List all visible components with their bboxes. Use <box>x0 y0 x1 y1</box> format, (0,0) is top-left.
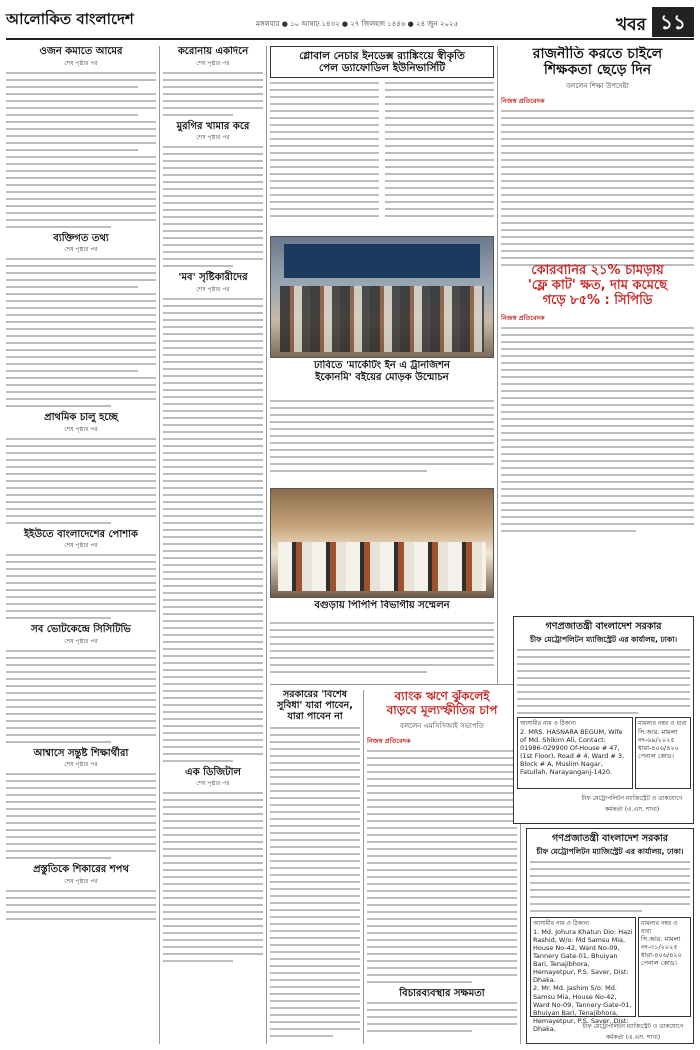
headline-special-line3: যারা পাবেন না <box>287 710 343 722</box>
headline-personal-info: ব্যক্তিগত তথ্য <box>53 232 109 244</box>
headline-special-line1: সরকারের 'বিশেষ <box>282 690 348 700</box>
special-facilities-story <box>270 690 360 1044</box>
caption-bogura: বগুড়ায় পিপিপি বিভাগীয় সম্মেলন <box>314 600 450 611</box>
article-body <box>270 727 360 1037</box>
continued-label: শেষ পৃষ্ঠার পর <box>64 542 98 549</box>
article-body <box>367 1002 517 1032</box>
page-number: ১১ <box>652 7 694 37</box>
caption-book-launch-line1: ঢাবিতে 'মার্কেটিং ইন এ ট্রানজিশন <box>313 360 450 371</box>
bogura-conference-photo <box>270 488 494 598</box>
photo-caption-1 <box>270 360 494 400</box>
continued-label: শেষ পৃষ্ঠার পর <box>64 761 98 768</box>
case-text: সি.আর. মামলা নং-৩১/২০২৫ ধারা-৪০৬/৪২০ পেনাল কোড। <box>641 935 682 968</box>
accused-label: আসামীর নাম ও ঠিকানা <box>533 920 590 927</box>
continued-label: শেষ পৃষ্ঠার পর <box>64 425 98 433</box>
masthead <box>6 4 694 40</box>
headline-box <box>270 46 494 78</box>
article-body <box>6 438 156 524</box>
headline-daffodil-line2: পেল ড্যাফোডিল ইউনিভার্সিটি <box>318 62 446 75</box>
headline-cctv: সব ভোটকেন্দ্রে সিসিটিভি <box>31 624 131 635</box>
byline: নিজস্ব প্রতিবেদক <box>501 313 545 322</box>
case-text: সি.আর. মামলা নং-৬৯/২০২৫ ধারা-৪০৬/৪২০ পেনাল কোড। <box>638 727 679 760</box>
article-body <box>501 327 694 532</box>
article-body <box>6 258 156 407</box>
section-name: খবর <box>616 15 646 35</box>
article-body <box>6 554 156 619</box>
headline-weight-loss: ওজন কমাতে আমের <box>39 46 123 57</box>
case-details <box>638 917 691 1017</box>
accused-text: 2. MRS. HASNARA BEGUM, Wife of Md. Shikim Ali, Contact: 01986-029900 Of-House # 47, (1st Floor), Road # 4, Ward # 3, Block # A, Muslim Nagar, Fatullah, Narayanganj-1420. <box>520 727 625 777</box>
column-divider <box>363 690 364 1044</box>
bogura-article <box>270 622 494 682</box>
center-top-story <box>270 46 494 236</box>
article-body <box>385 82 494 222</box>
notice-signature: চীফ মেট্রোপলিটন ম্যাজিস্ট্রেট ও ডাকযোগে কর্মকর্তা (এ.এস. শাখা) <box>581 795 683 813</box>
case-details <box>635 717 691 789</box>
headline-oath: প্রস্তুতিকে শিকারের শপথ <box>33 864 129 875</box>
newspaper-logo: আলোকিত বাংলাদেশ <box>6 10 134 28</box>
headline-poultry: মুরগির খামার করে <box>176 120 250 132</box>
headline-leather-line1: কোরবানির ২১% চামড়ায় <box>531 264 664 278</box>
column-2 <box>163 46 263 1044</box>
notice-title: গণপ্রজাতন্ত্রী বাংলাদেশ সরকার <box>545 621 662 632</box>
headline-corona: করোনায় একদিনে <box>177 46 249 57</box>
article-body <box>6 72 156 228</box>
continued-label: শেষ পৃষ্ঠার পর <box>64 877 98 885</box>
article-body <box>367 750 517 983</box>
subheadline-bank-loan: বললেন এমসিসিআই সভাপতি <box>400 721 484 730</box>
accused-details <box>517 717 633 789</box>
continued-label: শেষ পৃষ্ঠার পর <box>64 637 98 645</box>
article-body <box>6 890 156 920</box>
article-body <box>501 110 694 266</box>
right-top-story <box>501 46 694 266</box>
court-notice-2 <box>526 828 694 1044</box>
leather-story <box>501 264 694 534</box>
article-body <box>270 400 494 472</box>
headline-leather-line2: 'ফ্লে কাট' ক্ষত, দাম কমেছে <box>527 277 668 293</box>
headline-bank-loan-line2: বাড়বে মূল্যস্ফীতির চাপ <box>386 702 498 717</box>
article-body <box>163 146 263 267</box>
headline-eu-garments: ইইউতে বাংলাদেশের পোশাক <box>23 528 139 540</box>
bank-loan-story <box>367 690 517 1044</box>
byline: নিজস্ব প্রতিবেদক <box>367 736 411 745</box>
headline-bank-loan-line1: ব্যাংক ঋণে ঝুঁকলেই <box>394 690 490 703</box>
article-body <box>163 792 263 962</box>
continued-label: শেষ পৃষ্ঠার পর <box>196 134 230 141</box>
article-body <box>6 650 156 743</box>
accused-label: আসামীর নাম ও ঠিকানা <box>520 720 577 727</box>
byline: নিজস্ব প্রতিবেদক <box>501 97 545 106</box>
notice-body <box>530 861 690 912</box>
notice-subtitle: চীফ মেট্রোপলিটন ম্যাজিস্ট্রেট এর কার্যালয়, ঢাকা। <box>536 847 684 856</box>
article-body <box>163 72 263 116</box>
continued-label: শেষ পৃষ্ঠার পর <box>196 780 230 787</box>
continued-label: শেষ পৃষ্ঠার পর <box>196 285 230 293</box>
continued-label: শেষ পৃষ্ঠার পর <box>64 246 98 253</box>
article-body <box>270 622 494 673</box>
notice-body <box>517 649 690 714</box>
column-divider <box>266 46 267 1044</box>
headline-politics-line1: রাজনীতি করতে চাইলে <box>532 46 663 62</box>
photo-caption-2 <box>270 600 494 620</box>
headline-digital: এক ডিজিটাল <box>185 766 241 778</box>
notice-signature: চীফ মেট্রোপলিটন ম্যাজিস্ট্রেট ও ডাকযোগে কর্মকর্তা (এ.এস. শাখা) <box>582 1023 684 1041</box>
case-label: মামলার নম্বর ও ধারা <box>641 920 678 935</box>
notice-title: গণপ্রজাতন্ত্রী বাংলাদেশ সরকার <box>552 833 668 844</box>
headline-mob: 'মব' সৃষ্টিকারীদের <box>178 272 248 283</box>
headline-primary-school: প্রাথমিক চালু হচ্ছে <box>44 412 118 423</box>
column-1 <box>6 46 156 1044</box>
article-body <box>163 298 263 762</box>
accused-text-2: 2. Mr. Md. Jashim S/o: Md. Samsu Mia, House No-42, Ward No-09, Tannery Gate-01, Bhuiyan Bari, Tenajibhora, Hemayetpur, P.S. Saver, Dist: Dhaka. <box>533 984 632 1033</box>
headline-students: আশ্বাসে সন্তুষ্ট শিক্ষার্থীরা <box>33 747 129 759</box>
headline-politics-line2: শিক্ষকতা ছেড়ে দিন <box>543 62 652 79</box>
subheadline-politics: বললেন শিক্ষা উপদেষ্টা <box>566 82 629 91</box>
article-body <box>270 82 379 222</box>
headline-daffodil-line1: গ্লোবাল নেচার ইনডেক্স র‍্যাঙ্কিংয়ে স্বীকৃতি <box>299 50 465 62</box>
notice-subtitle: চীফ মেট্রোপলিটন ম্যাজিস্ট্রেট এর কার্যালয়, ঢাকা। <box>529 635 678 644</box>
book-launch-photo <box>270 236 494 358</box>
case-label: মামলার নম্বর ও ধারা <box>638 720 687 727</box>
caption-book-launch-line2: ইকোনমি' বইয়ের মোড়ক উন্মোচন <box>315 371 449 383</box>
accused-details <box>530 917 636 1033</box>
headline-leather-line3: গড়ে ৮৫% : সিপিডি <box>542 292 653 308</box>
column-divider <box>159 46 160 1044</box>
court-notice-1 <box>513 616 694 824</box>
column-divider <box>497 46 498 684</box>
continued-label: শেষ পৃষ্ঠার পর <box>64 59 98 67</box>
continued-label: শেষ পৃষ্ঠার পর <box>196 59 230 67</box>
book-launch-article <box>270 400 494 488</box>
article-body <box>6 773 156 859</box>
headline-special-line2: সুবিধা' যারা পাবেন, <box>277 699 353 711</box>
headline-judiciary: বিচারব্যবস্থার সক্ষমতা <box>399 987 485 999</box>
dateline: মঙ্গলবার ● ১০ আষাঢ় ১৪৩২ ● ২৭ জিলহজ ১৪৪৬ ● ২৪ জুন ২০২৫ <box>256 20 459 28</box>
accused-text-1: 1. Md. Johura Khatun Dio: Hazi Rashid, W/o: Md Samsu Mia, House No-42, Ward No-09, Tannery Gate-01, Bhuiyan Bari, Tenajibhora, Hemayetpur, P.S. Saver, Dist: Dhaka. <box>533 927 633 985</box>
